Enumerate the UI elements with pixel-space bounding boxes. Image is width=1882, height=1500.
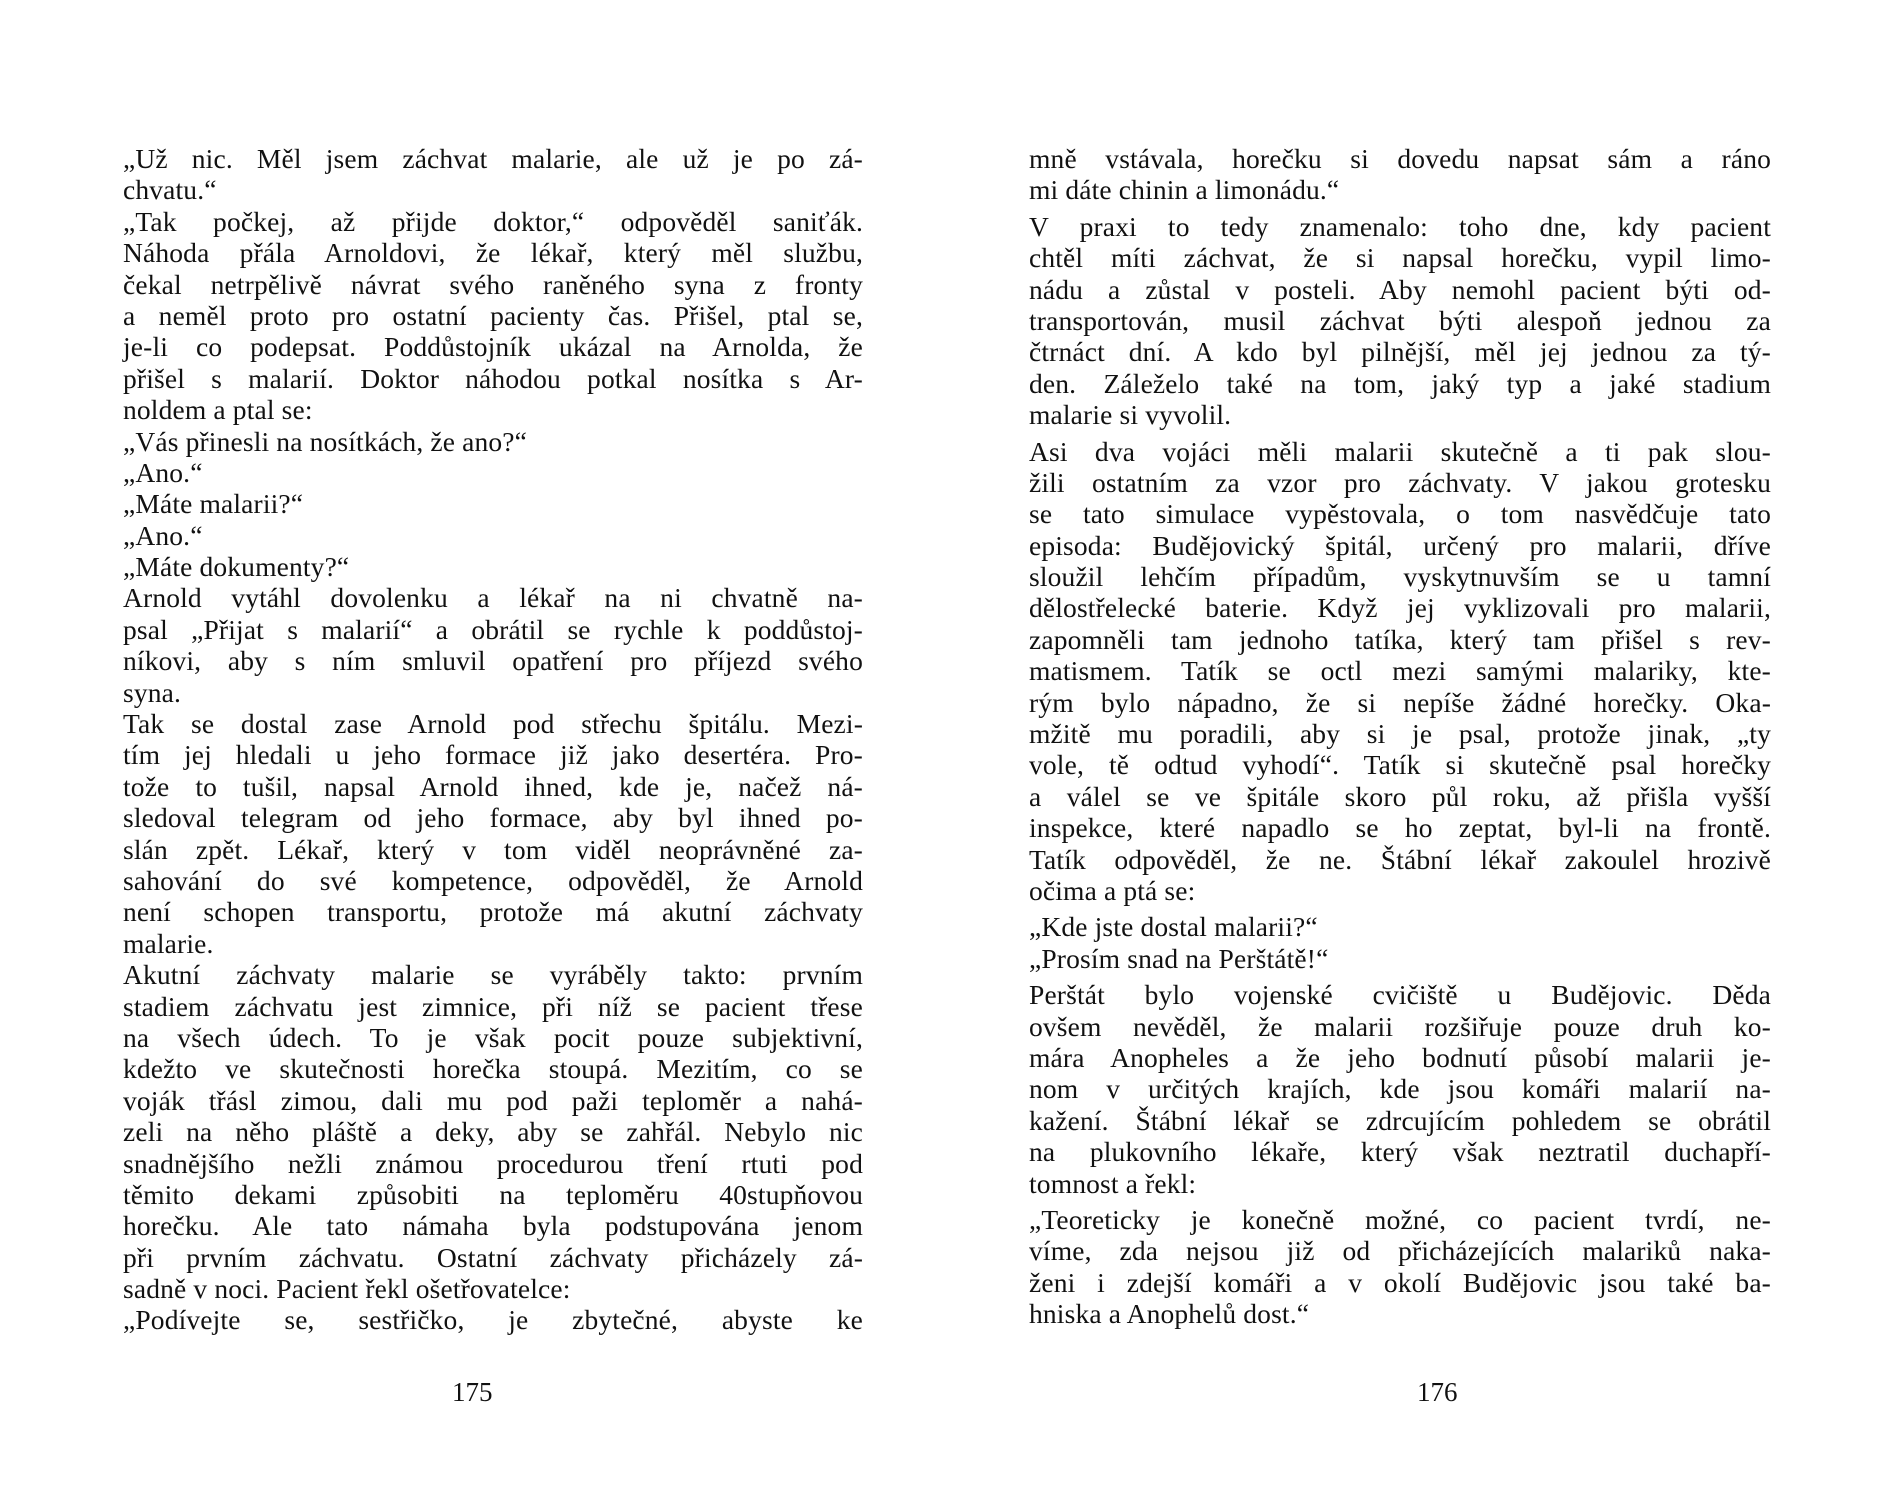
text-line: očima a ptá se: xyxy=(1029,874,1196,906)
text-line: kdežto ve skutečnosti horečka stoupá. Mezitím, co se xyxy=(123,1053,863,1085)
text-line: Asi dva vojáci měli malarii skutečně a ti pak slou- xyxy=(1029,435,1771,467)
text-line: nádu a zůstal v posteli. Aby nemohl pacient býti od- xyxy=(1029,273,1771,305)
text-line: snadnějšího nežli známou procedurou tření rtuti pod xyxy=(123,1147,863,1179)
text-line: transportován, musil záchvat býti alespoň jednou za xyxy=(1029,304,1771,336)
text-line: voják třásl zimou, dali mu pod paži teploměr a nahá- xyxy=(123,1084,863,1116)
text-line: na plukovního lékaře, který však neztratil duchapří- xyxy=(1029,1136,1771,1168)
text-line: V praxi to tedy znamenalo: toho dne, kdy pacient xyxy=(1029,210,1771,242)
text-line: a válel se ve špitále skoro půl roku, až přišla vyšší xyxy=(1029,780,1771,812)
text-line: malarie si vyvolil. xyxy=(1029,399,1232,431)
text-line: „Máte dokumenty?“ xyxy=(123,551,350,583)
text-line: dělostřelecké baterie. Když jej vyklizovali pro malarii, xyxy=(1029,592,1771,624)
text-line: sadně v noci. Pacient řekl ošetřovatelce: xyxy=(123,1273,571,1305)
text-line: mžitě mu poradili, aby si je psal, protože jinak, „ty xyxy=(1029,718,1771,750)
text-line: „Prosím snad na Perštátě!“ xyxy=(1029,942,1329,974)
text-line: tomnost a řekl: xyxy=(1029,1167,1197,1199)
text-line: těmito dekami způsobiti na teploměru 40stupňovou xyxy=(123,1178,863,1210)
text-line: sloužil lehčím případům, vyskytnuvším se u tamní xyxy=(1029,561,1771,593)
text-line: Perštát bylo vojenské cvičiště u Budějovic. Děda xyxy=(1029,979,1771,1011)
text-line: horečku. Ale tato námaha byla podstupována jenom xyxy=(123,1210,863,1242)
text-line: žili ostatním za vzor pro záchvaty. V jakou grotesku xyxy=(1029,466,1771,498)
page-number: 175 xyxy=(452,1377,493,1407)
text-line: matismem. Tatík se octl mezi samými malariky, kte- xyxy=(1029,655,1771,687)
text-line: malarie. xyxy=(123,927,214,959)
text-line: je-li co podepsat. Poddůstojník ukázal na Arnolda, že xyxy=(123,331,863,363)
text-line: tože to tušil, napsal Arnold ihned, kde je, načež ná- xyxy=(123,770,863,802)
text-line: stadiem záchvatu jest zimnice, při níž se pacient třese xyxy=(123,990,863,1022)
text-line: „Kde jste dostal malarii?“ xyxy=(1029,911,1318,943)
text-line: „Ano.“ xyxy=(123,519,203,551)
text-line: „Tak počkej, až přijde doktor,“ odpověděl saniťák. xyxy=(123,205,863,237)
text-line: víme, zda nejsou již od přicházejících malariků naka- xyxy=(1029,1235,1771,1267)
text-line: episoda: Budějovický špitál, určený pro malarii, dříve xyxy=(1029,529,1771,561)
left-page-text xyxy=(123,143,863,1336)
text-line: chvatu.“ xyxy=(123,174,217,206)
right-page-text xyxy=(1029,143,1771,1329)
text-line: čtrnáct dní. A kdo byl pilnější, měl jej jednou za tý- xyxy=(1029,336,1771,368)
text-line: hniska a Anophelů dost.“ xyxy=(1029,1298,1310,1330)
text-line: Tak se dostal zase Arnold pod střechu špitálu. Mezi- xyxy=(123,708,863,740)
text-line: „Teoreticky je konečně možné, co pacient tvrdí, ne- xyxy=(1029,1203,1771,1235)
text-line: nom v určitých krajích, kde jsou komáři malarií na- xyxy=(1029,1073,1771,1105)
text-line: tím jej hledali u jeho formace již jako desertéra. Pro- xyxy=(123,739,863,771)
text-line: syna. xyxy=(123,676,182,708)
text-line: se tato simulace vypěstovala, o tom nasvědčuje tato xyxy=(1029,498,1771,530)
text-line: čekal netrpělivě návrat svého raněného syna z fronty xyxy=(123,268,863,300)
text-line: a neměl proto pro ostatní pacienty čas. Přišel, ptal se, xyxy=(123,299,863,331)
text-line: slán zpět. Lékař, který v tom viděl neoprávněné za- xyxy=(123,833,863,865)
text-line: rým bylo nápadno, že si nepíše žádné horečky. Oka- xyxy=(1029,686,1771,718)
text-line: kažení. Štábní lékař se zdrcujícím pohledem se obrátil xyxy=(1029,1104,1771,1136)
text-line: „Ano.“ xyxy=(123,456,203,488)
text-line: psal „Přijat s malarií“ a obrátil se rychle k poddůstoj- xyxy=(123,613,863,645)
text-line: vole, tě odtud vyhodí“. Tatík si skutečně psal horečky xyxy=(1029,749,1771,781)
right-page xyxy=(941,0,1882,1500)
text-line: mára Anopheles a že jeho bodnutí působí malarii je- xyxy=(1029,1041,1771,1073)
text-line: chtěl míti záchvat, že si napsal horečku, vypil limo- xyxy=(1029,242,1771,274)
text-line: Arnold vytáhl dovolenku a lékař na ni chvatně na- xyxy=(123,582,863,614)
text-line: „Podívejte se, sestřičko, je zbytečné, abyste ke xyxy=(123,1304,863,1336)
text-line: zapomněli tam jednoho tatíka, který tam přišel s rev- xyxy=(1029,623,1771,655)
text-line: na všech údech. To je však pocit pouze subjektivní, xyxy=(123,1021,863,1053)
text-line: zeli na něho pláště a deky, aby se zahřál. Nebylo nic xyxy=(123,1116,863,1148)
text-line: noldem a ptal se: xyxy=(123,394,313,426)
text-line: Tatík odpověděl, že ne. Štábní lékař zakoulel hrozivě xyxy=(1029,843,1771,875)
text-line: den. Záleželo také na tom, jaký typ a jaké stadium xyxy=(1029,367,1771,399)
text-line: „Máte malarii?“ xyxy=(123,488,304,520)
page-number: 176 xyxy=(1417,1377,1458,1407)
text-line: Náhoda přála Arnoldovi, že lékař, který měl službu, xyxy=(123,237,863,269)
text-line: není schopen transportu, protože má akutní záchvaty xyxy=(123,896,863,928)
text-line: mně vstávala, horečku si dovedu napsat sám a ráno xyxy=(1029,143,1771,174)
text-line: mi dáte chinin a limonádu.“ xyxy=(1029,174,1340,206)
text-line: sahování do své kompetence, odpověděl, že Arnold xyxy=(123,864,863,896)
text-line: přišel s malarií. Doktor náhodou potkal nosítka s Ar- xyxy=(123,362,863,394)
text-line: níkovi, aby s ním smluvil opatření pro příjezd svého xyxy=(123,645,863,677)
text-line: „Už nic. Měl jsem záchvat malarie, ale už je po zá- xyxy=(123,143,863,174)
text-line: Akutní záchvaty malarie se vyráběly takto: prvním xyxy=(123,959,863,991)
text-line: „Vás přinesli na nosítkách, že ano?“ xyxy=(123,425,527,457)
text-line: inspekce, které napadlo se ho zeptat, byl-li na frontě. xyxy=(1029,812,1771,844)
text-line: při prvním záchvatu. Ostatní záchvaty přicházely zá- xyxy=(123,1241,863,1273)
text-line: sledoval telegram od jeho formace, aby byl ihned po- xyxy=(123,802,863,834)
text-line: ovšem nevěděl, že malarii rozšiřuje pouze druh ko- xyxy=(1029,1010,1771,1042)
text-line: ženi i zdejší komáři a v okolí Budějovic jsou také ba- xyxy=(1029,1266,1771,1298)
